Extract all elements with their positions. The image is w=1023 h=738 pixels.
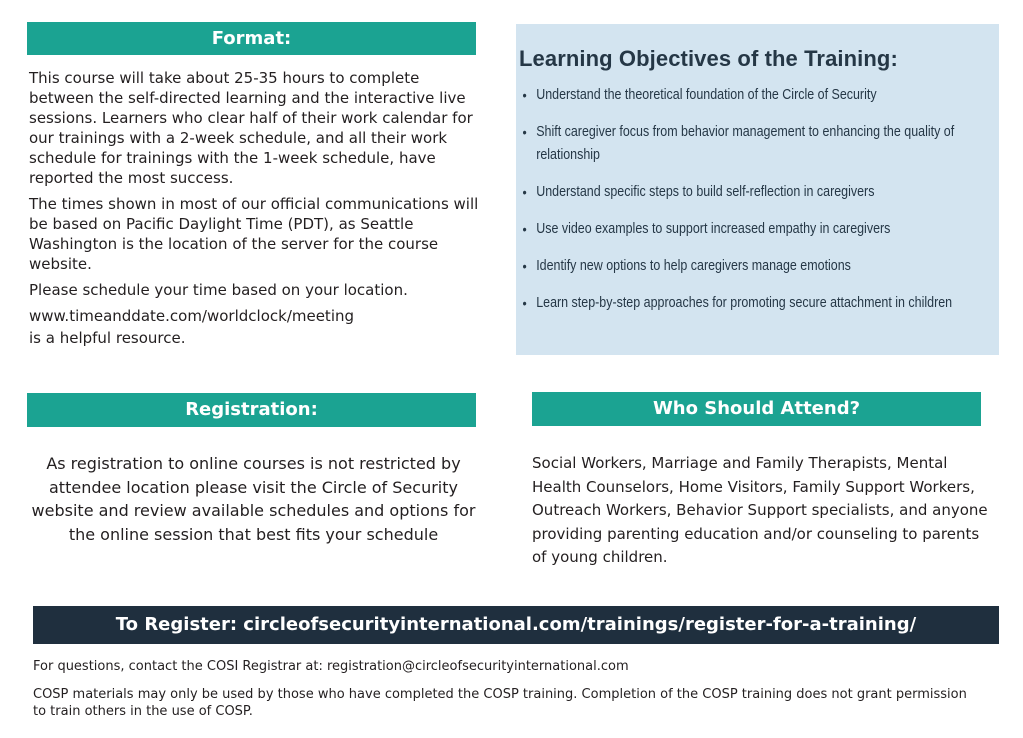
objective-item: • Learn step-by-step approaches for promoting secure attachment in children — [519, 292, 1005, 315]
objective-item: • Understand the theoretical foundation of the Circle of Security — [519, 84, 1005, 107]
learning-objectives-panel — [516, 24, 999, 355]
registration-body: As registration to online courses is not restricted by attendee location please visit the Circle of Security website and review available schedules and options for the online session that best fits your schedule — [31, 454, 476, 544]
bullet-icon: • — [522, 124, 527, 140]
disclaimer: COSP materials may only be used by those who have completed the COSP training. Completion of the COSP training does not grant permission to train others in the use of COSP. — [33, 687, 967, 719]
objectives-title: Learning Objectives of the Training: — [519, 46, 898, 71]
bullet-icon: • — [522, 221, 527, 237]
format-paragraph-5: is a helpful resource. — [29, 329, 186, 347]
who-should-attend-body: Social Workers, Marriage and Family Therapists, Mental Health Counselors, Home Visitors, Family Support Workers, Outreach Workers, Behavior Support specialists, and anyone providing parenting education and/or counseling to parents of young children. — [532, 454, 988, 566]
format-paragraph-1: This course will take about 25-35 hours to complete between the self-directed learning and the interactive live sessions. Learners who clear half of their work calendar for our trainings with a 2-week schedule, and all their work schedule for trainings with the 1-week schedule, have reported the most success. — [29, 69, 473, 187]
objective-item: • Identify new options to help caregivers manage emotions — [519, 255, 1005, 278]
format-link[interactable]: www.timeanddate.com/worldclock/meeting — [29, 307, 355, 325]
bullet-icon: • — [522, 87, 527, 103]
bullet-icon: • — [522, 258, 527, 274]
objectives-list — [519, 84, 993, 315]
bullet-icon: • — [522, 295, 527, 311]
format-paragraph-2: The times shown in most of our official communications will be based on Pacific Daylight Time (PDT), as Seattle Washington is the location of the server for the course website. — [29, 195, 479, 273]
who-should-attend-heading: Who Should Attend? — [532, 392, 981, 426]
contact-line: For questions, contact the COSI Registrar at: registration@circleofsecurityinternational.com — [33, 659, 629, 674]
objective-item: • Use video examples to support increased empathy in caregivers — [519, 218, 1005, 241]
format-heading: Format: — [27, 22, 476, 55]
register-link-banner[interactable]: To Register: circleofsecurityinternational.com/trainings/register-for-a-training/ — [33, 606, 999, 644]
format-paragraph-3: Please schedule your time based on your location. — [29, 281, 408, 299]
bullet-icon: • — [522, 184, 527, 200]
format-body — [29, 68, 487, 354]
objective-item: • Shift caregiver focus from behavior management to enhancing the quality of relationship — [519, 121, 1005, 167]
objective-item: • Understand specific steps to build self-reflection in caregivers — [519, 181, 1005, 204]
registration-heading: Registration: — [27, 393, 476, 427]
